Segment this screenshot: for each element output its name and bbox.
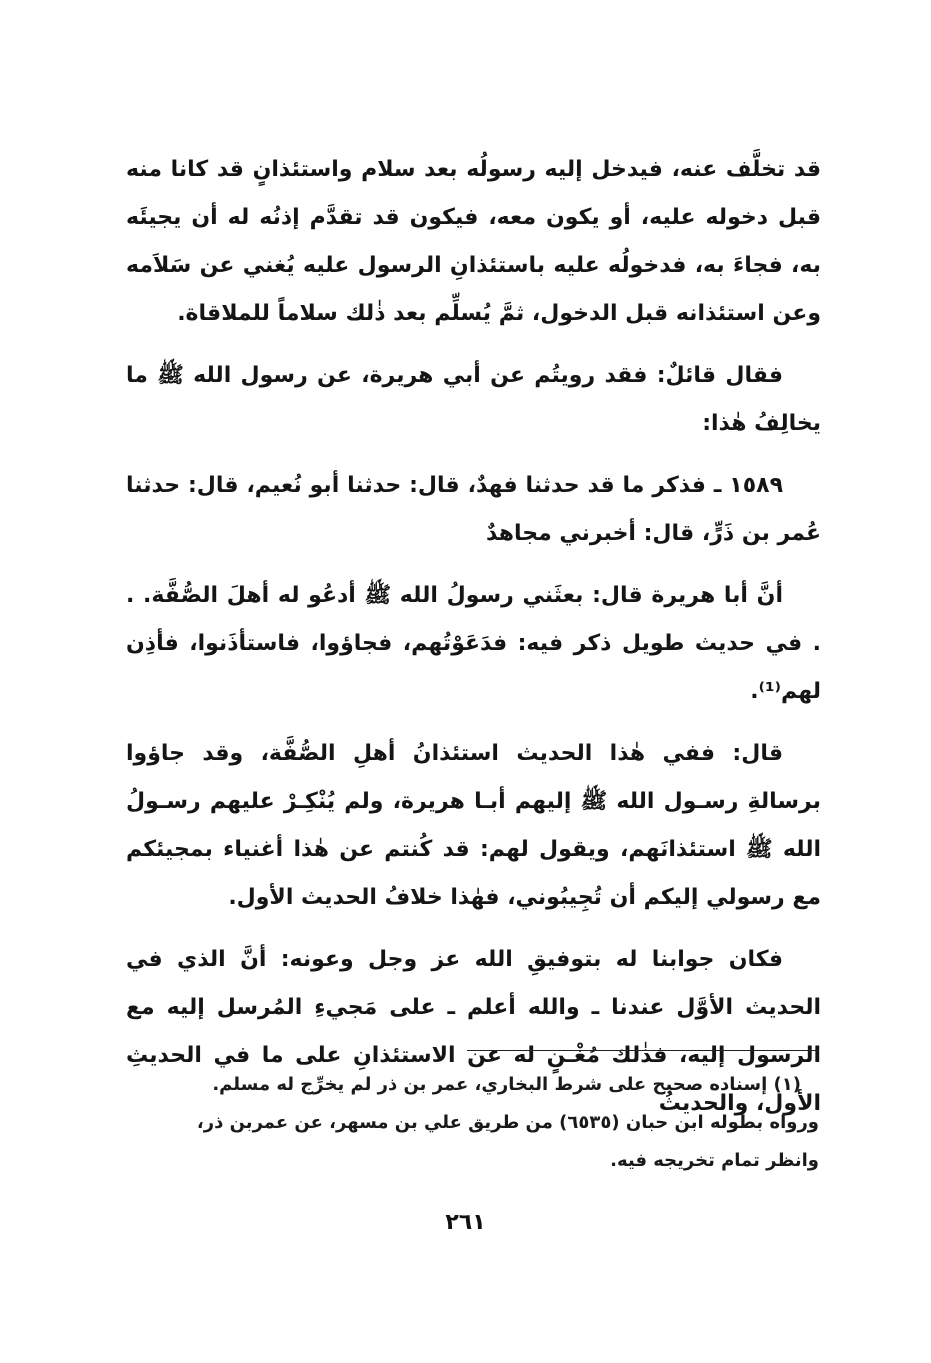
paragraph-6: فكان جوابنا له بتوفيقِ الله عز وجل وعونه: أنَّ الذي في الحديث الأوَّل عندنا ـ والله أعلم ـ على مَجيءِ المُرسل إليه مع الرسول إليه، فذٰلك مُغْـنٍ له عن الاستئذانِ على ما في الحديثِ الأول، والحديثُ	[126, 947, 821, 1116]
paragraph-1: قد تخلَّف عنه، فيدخل إليه رسولُه بعد سلام واستئذانٍ قد كانا منه قبل دخوله عليه، أو يكون معه، فيكون قد تقدَّم إذنُه له أن يجيئَه به، فجاءَ به، فدخولُه عليه باستئذانِ الرسول عليه يُغني عن سَلاَمه وعن استئذانه قبل الدخول، ثمَّ يُسلِّم بعد ذٰلك سلاماً للملاقاة.	[126, 157, 821, 326]
main-text	[126, 146, 821, 1128]
footnote-1: (١) إسناده صحيح على شرط البخاري، عمر بن ذر لم يخرِّج له مسلم.	[212, 1074, 801, 1095]
paragraph-2: فقال قائلٌ: فقد رويتُم عن أبي هريرة، عن رسول الله ﷺ ما يخالِفُ هٰذا:	[126, 363, 821, 436]
footnote-1-cont: ورواه بطوله ابن حبان (٦٥٣٥) من طريق علي بن مسهر، عن عمربن ذر،	[196, 1112, 819, 1133]
paragraph-5: قال: ففي هٰذا الحديث استئذانُ أهلِ الصُّفَّة، وقد جاؤوا برسالةِ رسـول الله ﷺ إليهم أبـا هريرة، ولم يُنْكِـرْ عليهم رسـولُ الله ﷺ استئذانَهم، ويقول لهم: قد كُنتم عن هٰذا أغنياء بمجيئكم مع رسولي إليكم أن تُجِيبُوني، فهٰذا خلافُ الحديث الأول.	[126, 741, 821, 910]
paragraph-4: أنَّ أبا هريرة قال: بعثَني رسولُ الله ﷺ أدعُو له أهلَ الصُّفَّة. . . في حديث طويل ذكر فيه: فدَعَوْتُهم، فجاؤوا، فاستأذَنوا، فأذِن لهم⁽¹⁾.	[126, 583, 821, 704]
footnotes	[124, 1066, 819, 1180]
page-number: ٢٦١	[445, 1210, 486, 1235]
paragraph-hadith-1589: ١٥٨٩ ـ فذكر ما قد حدثنا فهدٌ، قال: حدثنا أبو نُعيم، قال: حدثنا عُمر بن ذَرٍّ، قال: أخبرني مجاهدٌ	[126, 473, 821, 546]
footnote-1-end: وانظر تمام تخريجه فيه.	[610, 1150, 819, 1171]
footnote-divider	[467, 1050, 819, 1051]
